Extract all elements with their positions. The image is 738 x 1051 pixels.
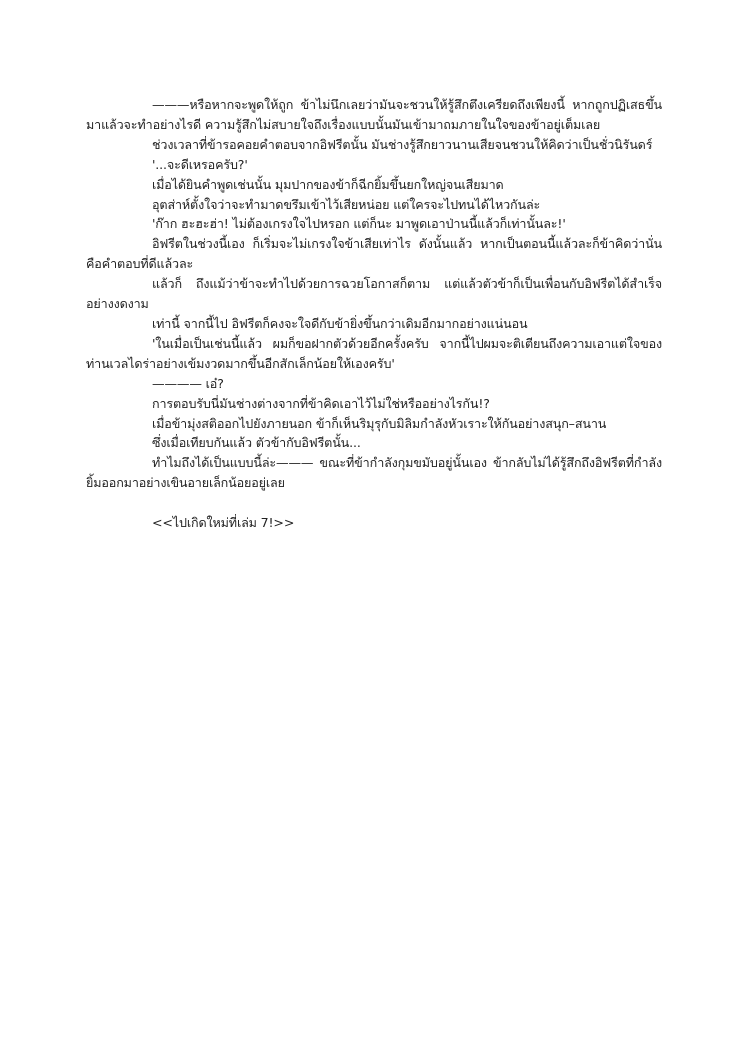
paragraph-13: เมื่อข้ามุ่งสติออกไปยังภายนอก ข้าก็เห็นริมุรุกับมิลิมกำลังหัวเราะให้กันอย่างสนุก–สนาน [152,415,607,431]
paragraph-9: เท่านี้ จากนี้ไป อิฟรีตก็คงจะใจดีกับข้ายิ่งขึ้นกว่าเดิมอีกมากอย่างแน่นอน [152,315,528,331]
paragraph-1: ———หรือหากจะพูดให้ถูก ข้าไม่นึกเลยว่ามันจะชวนให้รู้สึกตึงเครียดถึงเพียงนี้ หากถูกปฏิเสธขึ้นมาแล้วจะทำอย่างไรดี ความรู้สึกไม่สบายใจถึงเรื่องแบบนั้นมันเข้ามาถมภายในใจของข้าอยู่เต็มเลย [86,97,662,132]
paragraph-8: แล้วก็ ถึงแม้ว่าข้าจะทำไปด้วยการฉวยโอกาสก็ตาม แต่แล้วตัวข้าก็เป็นเพื่อนกับอิฟรีตได้สำเร็จอย่างงดงาม [86,276,662,312]
paragraph-6: 'ก๊าก ฮะฮะฮ่า! ไม่ต้องเกรงใจไปหรอก แต่ก็นะ มาพูดเอาป่านนี้แล้วก็เท่านั้นละ!' [152,216,566,232]
paragraph-7: อิฟรีตในช่วงนี้เอง ก็เริ่มจะไม่เกรงใจข้าเสียเท่าไร ดังนั้นแล้ว หากเป็นตอนนี้แล้วละก็ข้าคิดว่านั่นคือคำตอบที่ดีแล้วละ [86,236,662,272]
paragraph-14: ซึ่งเมื่อเทียบกันแล้ว ตัวข้ากับอิฟรีตนั้น... [152,435,361,451]
paragraph-2: ช่วงเวลาที่ข้ารอคอยคำตอบจากอิฟรีตนั้น มันช่างรู้สึกยาวนานเสียจนชวนให้คิดว่าเป็นชั่วนิรันดร์ [152,136,653,152]
paragraph-12: การตอบรับนี่มันช่างต่างจากที่ข้าคิดเอาไว้ไม่ใช่หรืออย่างไรกัน!? [152,395,490,411]
paragraph-3: '...จะดีเหรอครับ?' [152,156,248,172]
paragraph-15: ทำไมถึงได้เป็นแบบนี้ล่ะ——— ขณะที่ข้ากำลังกุมขมับอยู่นั้นเอง ข้ากลับไม่ได้รู้สึกถึงอิฟรีตที่กำลังยิ้มออกมาอย่างเขินอายเล็กน้อยอยู่เลย [86,455,662,491]
paragraph-5: อุตส่าห์ตั้งใจว่าจะทำมาดขรึมเข้าไว้เสียหน่อย แต่ใครจะไปทนได้ไหวกันล่ะ [152,196,541,212]
paragraph-10: 'ในเมื่อเป็นเช่นนี้แล้ว ผมก็ขอฝากตัวด้วยอีกครั้งครับ จากนี้ไปผมจะติเตียนถึงความเอาแต่ใจของท่านเวลไดร่าอย่างเข้มงวดมากขึ้นอีกสักเล็กน้อยให้เองครับ' [86,335,662,371]
paragraph-11: ———— เอ๋? [152,375,224,391]
document-body [86,95,662,533]
paragraph-4: เมื่อได้ยินคำพูดเช่นนั้น มุมปากของข้าก็ฉีกยิ้มขึ้นยกใหญ่จนเสียมาด [152,176,504,192]
closing-line: <<ไปเกิดใหม่ที่เล่ม 7!>> [152,515,295,531]
